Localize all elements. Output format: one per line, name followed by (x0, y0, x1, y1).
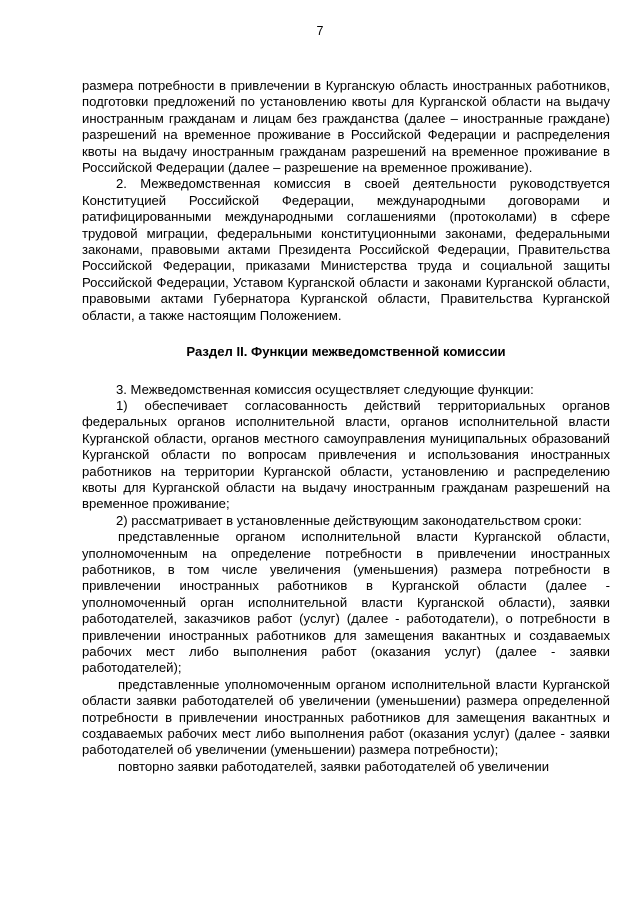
paragraph-repeat-applications: повторно заявки работодателей, заявки работодателей об увеличении (118, 758, 550, 774)
paragraph-change-applications: представленные уполномоченным органом исполнительной власти Курганской области заявки работодателей об увеличении (уменьшении) размера определенной потребности в привлечении иностранных работников для замещения вакантных и создаваемых рабочих мест либо выполнения работ (оказания услуг) (далее - заявки работодателей об увеличении (уменьшении) размера потребности); (82, 676, 610, 758)
paragraph-continuation: размера потребности в привлечении в Курганскую область иностранных работников, подготовки предложений по установлению квоты для Курганской области на выдачу иностранным гражданам и лицам без гражданства (далее – иностранные граждане) разрешений на временное проживание в Российской Федерации и распределения квоты на выдачу иностранным гражданам разрешений на временное проживание в Российской Федерации (далее – разрешение на временное проживание). (82, 78, 610, 176)
paragraph-applications: представленные органом исполнительной власти Курганской области, уполномоченным на определение потребности в привлечении иностранных работников, в том числе увеличения (уменьшения) размера потребности в привлечении иностранных работников в Курганской области (далее - уполномоченный орган исполнительной власти Курганской области), заявки работодателей, заказчиков работ (услуг) (далее - работодатели), о потребности в привлечении иностранных работников для замещения вакантных и создаваемых рабочих мест либо выполнения работ (оказания услуг) (далее - заявки работодателей); (82, 529, 610, 676)
section-title: Раздел II. Функции межведомственной комиссии (186, 344, 506, 360)
page-number: 7 (316, 24, 324, 38)
paragraph-subitem-2: 2) рассматривает в установленные действующим законодательством сроки: (116, 512, 582, 528)
paragraph-subitem-1: 1) обеспечивает согласованность действий территориальных органов федеральных органов исполнительной власти, органов исполнительной власти Курганской области, органов местного самоуправления муниципальных образований Курганской области по вопросам привлечения и использования иностранных работников на территории Курганской области, установлению и распределению квоты для Курганской области на выдачу иностранным гражданам разрешений на временное проживание; (82, 397, 610, 512)
paragraph-item-2: 2. Межведомственная комиссия в своей деятельности руководствуется Конституцией Российской Федерации, международными договорами и ратифицированными международными соглашениями (протоколами) в сфере трудовой миграции, федеральными конституционными законами, федеральными законами, правовыми актами Президента Российской Федерации, Правительства Российской Федерации, приказами Министерства труда и социальной защиты Российской Федерации, Уставом Курганской области и законами Курганской области, правовыми актами Губернатора Курганской области, Правительства Курганской области, а также настоящим Положением. (82, 176, 610, 323)
document-body (82, 78, 610, 775)
paragraph-item-3: 3. Межведомственная комиссия осуществляет следующие функции: (116, 381, 534, 397)
